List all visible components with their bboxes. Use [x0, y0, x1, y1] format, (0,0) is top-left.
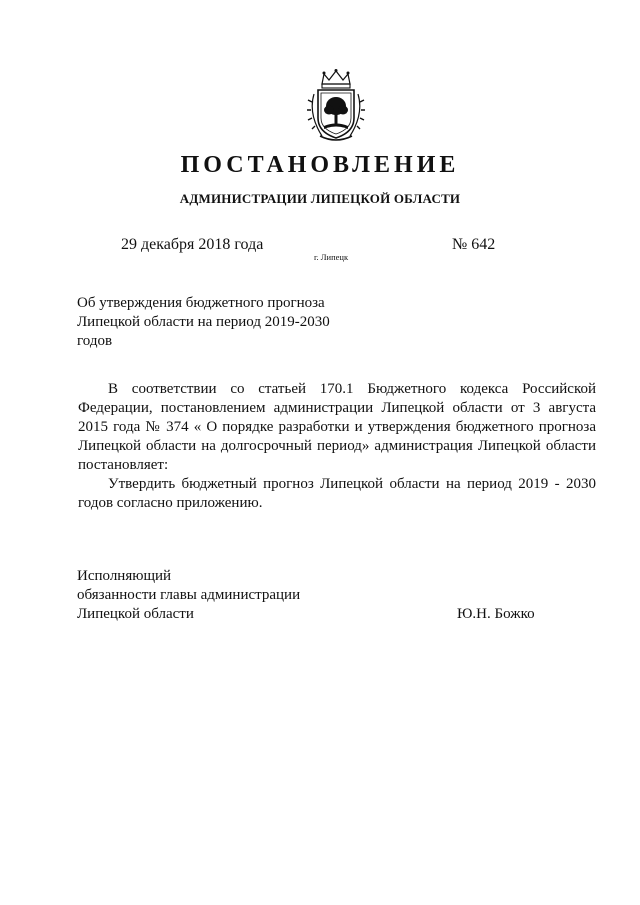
signature-row	[77, 605, 547, 624]
signatory-name: Ю.Н. Божко	[457, 606, 535, 622]
subject-line: годов	[77, 333, 113, 349]
document-subject	[77, 294, 357, 351]
subject-line: Липецкой области на период 2019-2030	[77, 314, 330, 330]
document-number: № 642	[452, 236, 496, 253]
signature-line: Исполняющий	[77, 568, 172, 584]
body-line: постановляет:	[78, 457, 169, 473]
document-body	[78, 380, 596, 513]
body-line: 2015 года № 374 « О порядке разработки и утверждения бюджетного прогноза	[78, 419, 596, 435]
coat-of-arms-icon	[302, 68, 370, 144]
signature-line: обязанности главы администрации	[77, 587, 301, 603]
body-line: Липецкой области на долгосрочный период» администрация Липецкой области	[78, 438, 596, 454]
issuing-authority: АДМИНИСТРАЦИИ ЛИПЕЦКОЙ ОБЛАСТИ	[179, 191, 461, 206]
signature-line: Липецкой области	[77, 606, 194, 622]
document-title: ПОСТАНОВЛЕНИЕ	[180, 152, 460, 178]
body-line: Утвердить бюджетный прогноз Липецкой области на период 2019 - 2030	[108, 476, 596, 492]
body-line: В соответствии со статьей 170.1 Бюджетного кодекса Российской	[108, 381, 596, 397]
signature-block	[77, 567, 547, 624]
document-city: г. Липецк	[314, 252, 349, 262]
subject-line: Об утверждения бюджетного прогноза	[77, 295, 325, 311]
body-line: Федерации, постановлением администрации Липецкой области от 3 августа	[78, 400, 596, 416]
body-line: годов согласно приложению.	[78, 495, 263, 511]
document-date: 29 декабря 2018 года	[121, 236, 264, 253]
